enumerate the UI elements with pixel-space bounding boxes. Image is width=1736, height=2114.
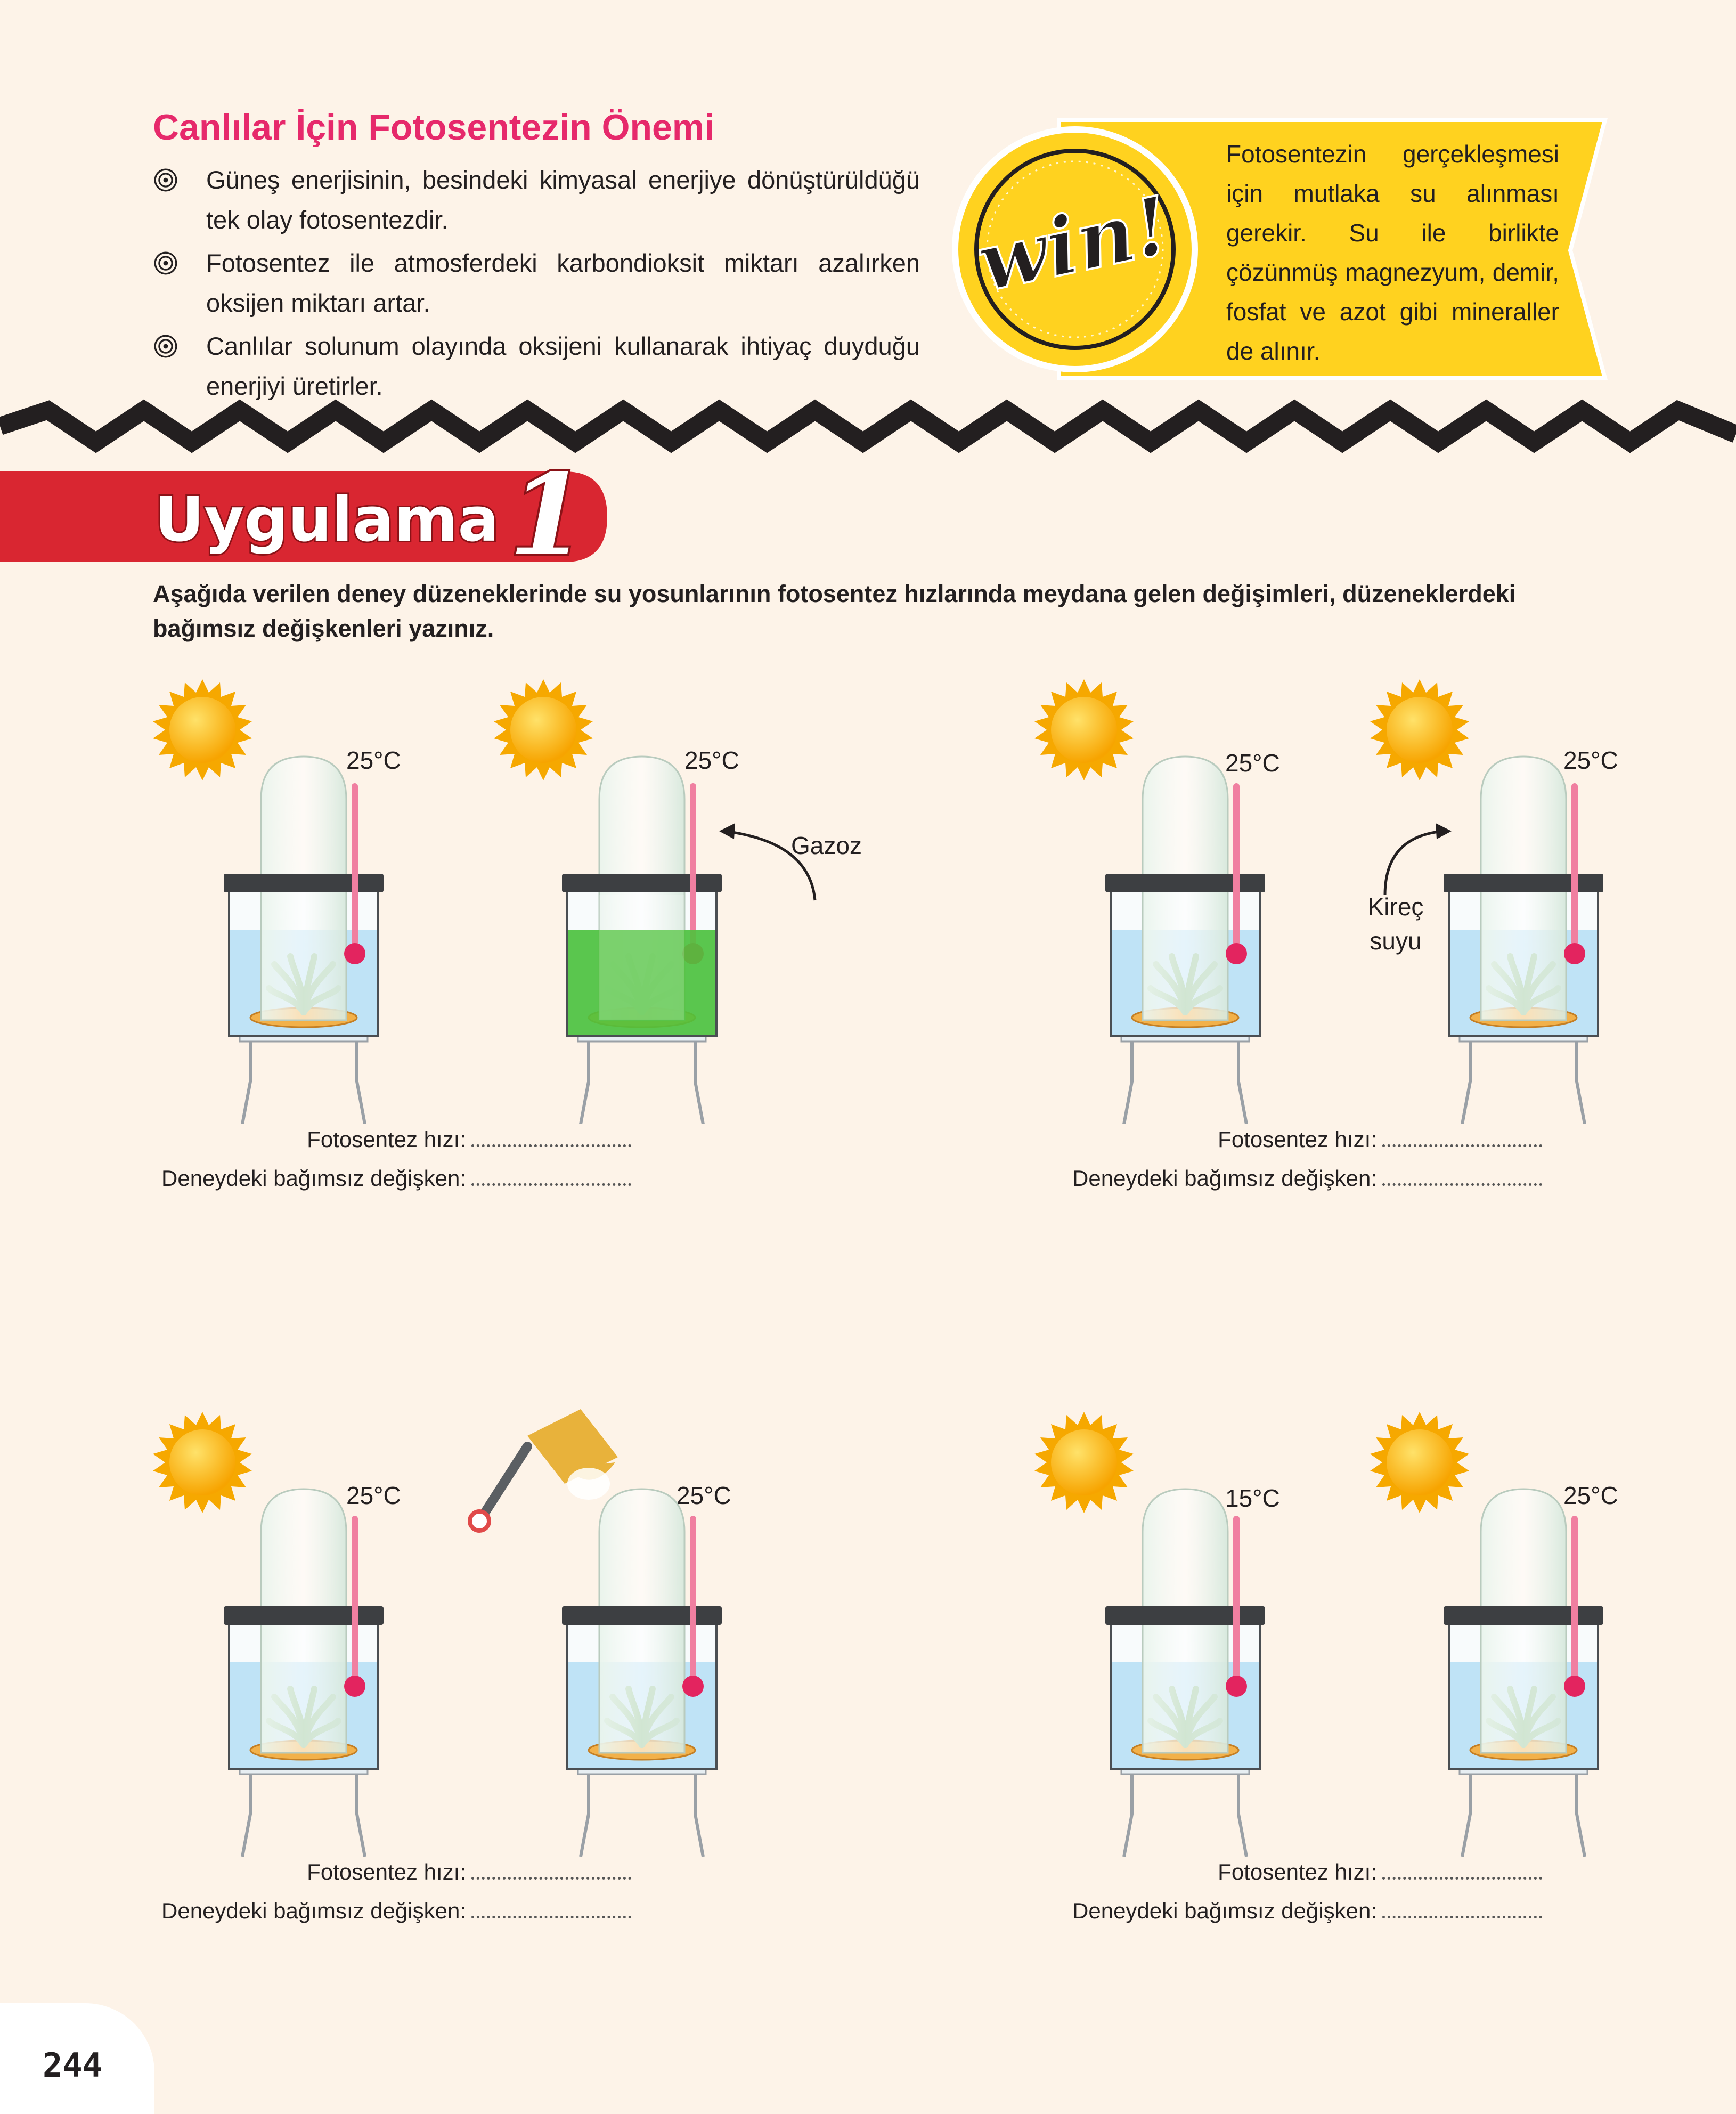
apparatus-left [1105,751,1265,1124]
rate-label: Fotosentez hızı: [1218,1127,1377,1152]
bullet-text: Güneş enerjisinin, besindeki kimyasal enerjiye dönüştürüldüğü tek olay fotosentezdir. [206,166,920,234]
variable-label: Deneydeki bağımsız değişken: [161,1166,466,1191]
rate-label: Fotosentez hızı: [307,1859,466,1884]
arrow-icon [1374,820,1460,900]
rate-answer-line [1025,1127,1542,1152]
temperature-label: 25°C [346,1482,401,1509]
bullet-item [153,243,920,323]
instructions: Aşağıda verilen deney düzeneklerinde su yosunlarının fotosentez hızlarında meydana gelen değişimleri, düzeneklerdeki bağımsız değişkenleri yazınız. [153,580,1516,642]
page-number: 244 [43,2046,102,2085]
spiral-bullet-icon [154,335,177,358]
variable-label: Deneydeki bağımsız değişken: [1072,1898,1377,1923]
rate-label: Fotosentez hızı: [1218,1859,1377,1884]
answer-blank[interactable] [1382,1916,1542,1918]
apparatus-right-lamp [562,1484,722,1857]
variable-answer-line [1025,1898,1542,1924]
temperature-label: 25°C [1563,746,1618,774]
win-badge-text: win! [970,178,1178,310]
experiment-1 [144,677,996,1289]
answer-blank[interactable] [471,1183,631,1186]
answer-blank[interactable] [1382,1144,1542,1147]
temperature-label: 15°C [1225,1484,1280,1512]
banner-number: 1 [509,466,587,578]
apparatus-left [224,1484,384,1857]
answer-blank[interactable] [1382,1183,1542,1186]
bullet-item [153,326,920,406]
win-note: Fotosentezin gerçekleşmesi için mutlaka su alınması gerekir. Su ile birlikte çözünmüş magnezyum, demir, fosfat ve azot gibi mineraller de alınır. [1226,140,1559,365]
answer-blank[interactable] [471,1144,631,1147]
answer-blank[interactable] [471,1877,631,1880]
uygulama-banner [0,466,613,578]
apparatus-right [1444,1484,1603,1857]
temperature-label: 25°C [684,746,739,774]
zigzag-divider [0,397,1736,456]
apparatus-right-limewater [1444,751,1603,1124]
variable-answer-line [144,1166,631,1191]
bullet-text: Canlılar solunum olayında oksijeni kullanarak ihtiyaç duyduğu enerjiyi üretirler. [206,332,920,400]
variable-answer-line [144,1898,631,1924]
section-title: Canlılar İçin Fotosentezin Önemi [153,107,715,148]
rate-answer-line [144,1127,631,1152]
apparatus-left [224,751,384,1124]
banner-label: Uygulama [154,484,499,556]
answer-blank[interactable] [1382,1877,1542,1880]
experiment-4 [1025,1409,1736,2022]
temperature-label: 25°C [1225,749,1280,777]
bullet-list [153,160,920,409]
variable-label: Deneydeki bağımsız değişken: [161,1898,466,1923]
page-number-tab [0,2003,154,2114]
temperature-label: 25°C [1563,1482,1618,1509]
experiment-2 [1025,677,1736,1289]
variable-answer-line [1025,1166,1542,1191]
temperature-label: 25°C [677,1482,731,1509]
bullet-text: Fotosentez ile atmosferdeki karbondioksit miktarı azalırken oksijen miktarı artar. [206,249,920,317]
rate-answer-line [144,1859,631,1885]
rate-label: Fotosentez hızı: [307,1127,466,1152]
spiral-bullet-icon [154,168,177,192]
spiral-bullet-icon [154,251,177,275]
answer-blank[interactable] [471,1916,631,1918]
bullet-item [153,160,920,240]
apparatus-left [1105,1484,1265,1857]
variable-label: Deneydeki bağımsız değişken: [1072,1166,1377,1191]
annotation-label: Kireç suyu [1367,893,1424,955]
annotation-label: Gazoz [791,832,862,859]
experiment-3 [144,1409,996,2022]
temperature-label: 25°C [346,746,401,774]
rate-answer-line [1025,1859,1542,1885]
apparatus-right-soda [562,751,722,1124]
